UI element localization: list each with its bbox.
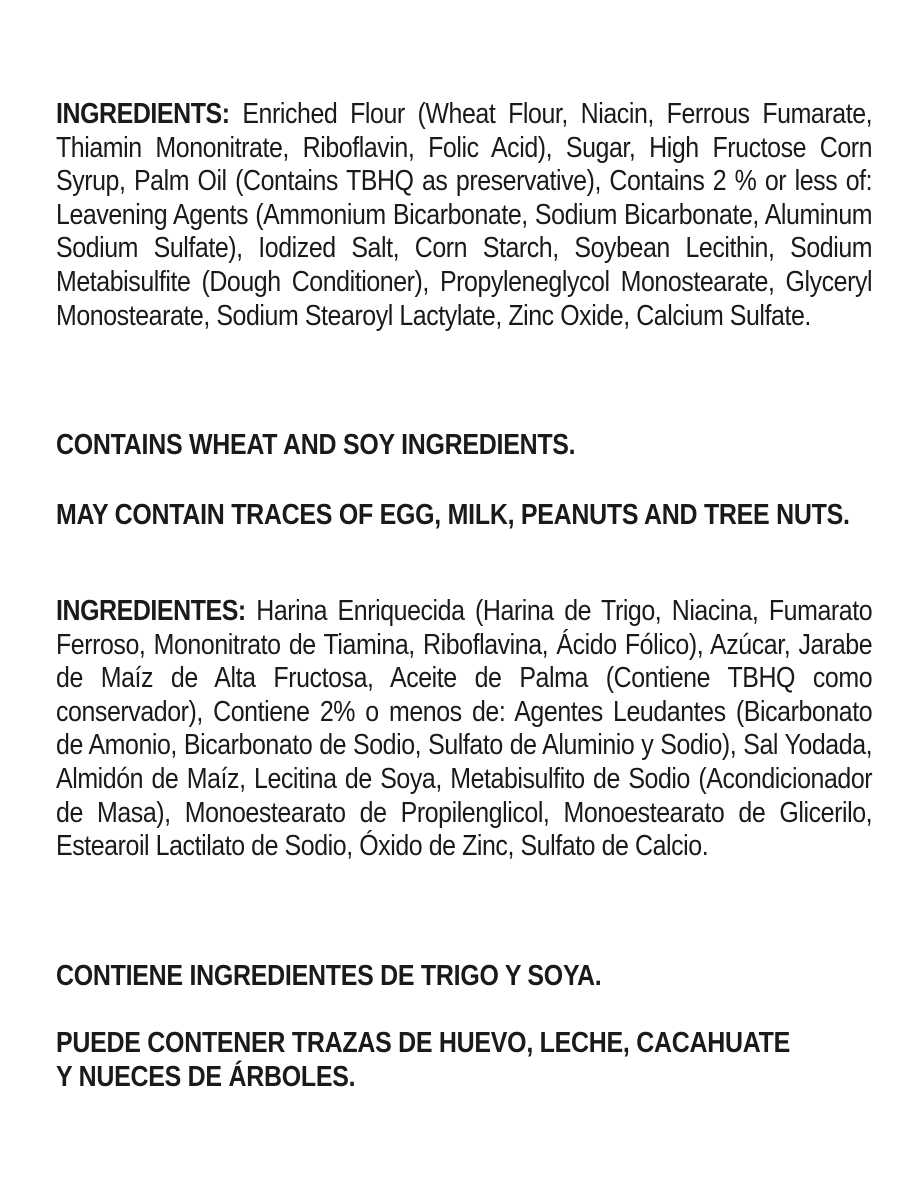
allergen-contains-spanish: CONTIENE INGREDIENTES DE TRIGO Y SOYA. <box>56 960 602 992</box>
ingredients-heading-english: INGREDIENTS: <box>56 98 230 130</box>
ingredients-paragraph-english <box>56 98 872 333</box>
allergen-may-contain-spanish-line-2: Y NUECES DE ÁRBOLES. <box>56 1060 356 1093</box>
ingredients-paragraph-spanish <box>56 595 872 864</box>
ingredients-heading-spanish: INGREDIENTES: <box>56 595 246 627</box>
allergen-may-contain-english: MAY CONTAIN TRACES OF EGG, MILK, PEANUTS AND TREE NUTS. <box>56 499 850 531</box>
allergen-may-contain-spanish <box>56 1027 872 1094</box>
ingredients-list-spanish: Harina Enriquecida (Harina de Trigo, Niacina, Fumarato Ferroso, Mononitrato de Tiamina, Riboflavina, Ácido Fólico), Azúcar, Jarabe de Maíz de Alta Fructosa, Aceite de Palma (Contiene TBHQ como conservador), Contiene 2% o menos de: Agentes Leudantes (Bicarbonato de Amonio, Bicarbonato de Sodio, Sulfato de Aluminio y Sodio), Sal Yodada, Almidón de Maíz, Lecitina de Soya, Metabisulfito de Sodio (Acondicionador de Masa), Monoestearato de Propilenglicol, Monoestearato de Glicerilo, Estearoil Lactilato de Sodio, Óxido de Zinc, Sulfato de Calcio. <box>56 595 873 863</box>
allergen-contains-english: CONTAINS WHEAT AND SOY INGREDIENTS. <box>56 429 576 461</box>
ingredients-list-english: Enriched Flour (Wheat Flour, Niacin, Ferrous Fumarate, Thiamin Mononitrate, Riboflavin, Folic Acid), Sugar, High Fructose Corn Syrup, Palm Oil (Contains TBHQ as preservative), Contains 2 % or less of: Leavening Agents (Ammonium Bicarbonate, Sodium Bicarbonate, Aluminum Sodium Sulfate), Iodized Salt, Corn Starch, Soybean Lecithin, Sodium Metabisulfite (Dough Conditioner), Propyleneglycol Monostearate, Glyceryl Monostearate, Sodium Stearoyl Lactylate, Zinc Oxide, Calcium Sulfate. <box>56 98 873 332</box>
allergen-may-contain-spanish-line-1: PUEDE CONTENER TRAZAS DE HUEVO, LECHE, CACAHUATE <box>56 1027 791 1059</box>
